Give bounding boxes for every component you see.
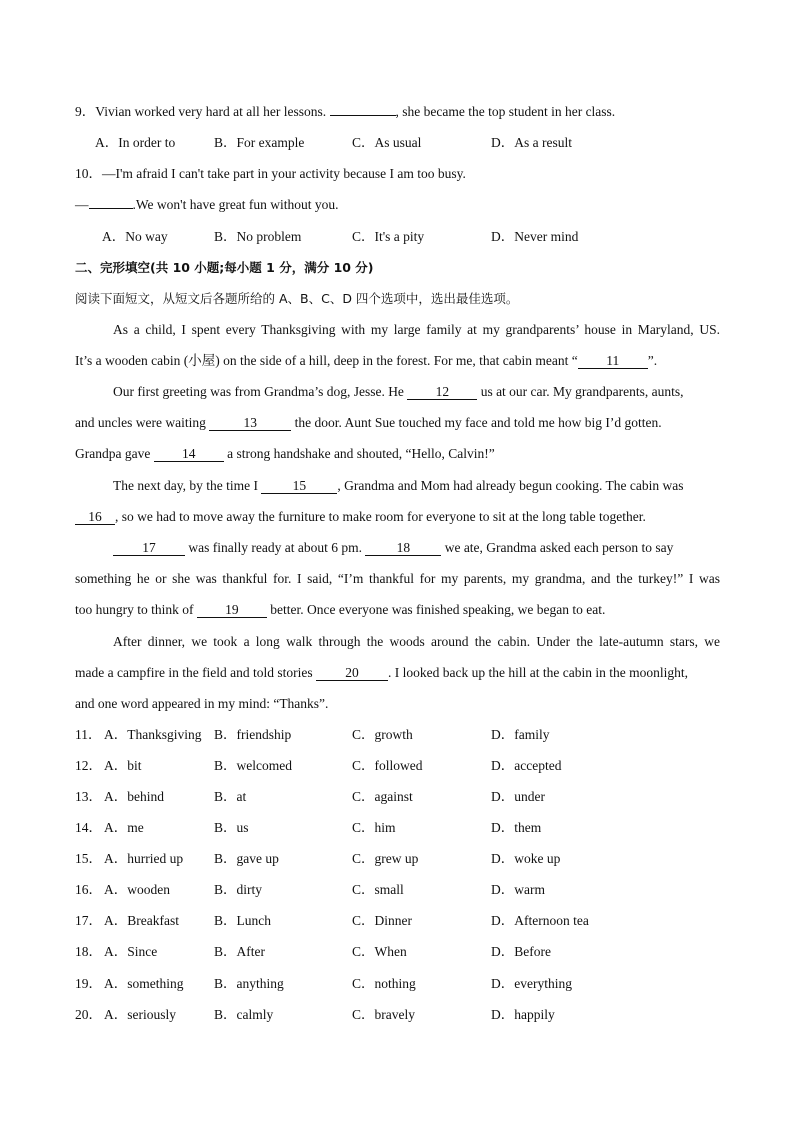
blank-20: 20 (316, 665, 388, 681)
blank-15: 15 (261, 478, 337, 494)
passage-text: too hungry to think of (75, 602, 197, 617)
passage-p3-line1 (113, 477, 720, 495)
blank-18: 18 (365, 540, 441, 556)
choice-option-c: C．grew up (352, 851, 419, 866)
passage-text: Grandpa gave (75, 446, 154, 461)
q9-blank (330, 115, 396, 116)
choice-option-d: D．everything (491, 976, 572, 991)
passage-text: Our first greeting was from Grandma’s dog, Jesse. He (113, 384, 408, 399)
choice-number: 13． (75, 789, 102, 804)
blank-16: 16 (75, 509, 115, 525)
blank-11: 11 (578, 353, 648, 369)
passage-p4-line2: something he or she was thankful for. I said, “I’m thankful for my parents, my grandma, and the turkey!” I was (75, 571, 720, 586)
q9-stem-start: 9．Vivian worked very hard at all her lessons. (75, 104, 330, 119)
choice-number: 14． (75, 820, 102, 835)
passage-text: The next day, by the time I (113, 478, 262, 493)
choice-option-b: B．Lunch (214, 913, 271, 928)
choice-option-a: A．me (104, 820, 144, 835)
choice-option-c: C．growth (352, 727, 413, 742)
choice-option-c: C．followed (352, 758, 423, 773)
choice-number: 17． (75, 913, 102, 928)
q10-reply (75, 196, 720, 214)
passage-p1-line1: As a child, I spent every Thanksgiving with my large family at my grandparents’ house in Maryland, US. (113, 322, 720, 337)
section-instruction: 阅读下面短文，从短文后各题所给的 A、B、C、D 四个选项中，选出最佳选项。 (75, 291, 519, 306)
choice-option-a: A．something (104, 976, 184, 991)
choice-option-d: D．family (491, 727, 550, 742)
passage-text: a strong handshake and shouted, “Hello, Calvin!” (223, 446, 495, 461)
passage-text: . I looked back up the hill at the cabin in the moonlight, (388, 665, 688, 680)
passage-text: better. Once everyone was finished speaking, we began to eat. (266, 602, 606, 617)
choice-option-a: A．seriously (104, 1007, 176, 1022)
choice-number: 18． (75, 944, 102, 959)
q10-reply-text: .We won't have great fun without you. (132, 197, 339, 212)
choice-option-d: D．Before (491, 944, 551, 959)
choice-option-c: C．nothing (352, 976, 416, 991)
choice-option-a: A．hurried up (104, 851, 184, 866)
choice-option-d: D．warm (491, 882, 545, 897)
choice-option-d: D．accepted (491, 758, 562, 773)
choice-option-a: A．wooden (104, 882, 170, 897)
passage-text: us at our car. My grandparents, aunts, (477, 384, 684, 399)
choice-option-b: B．us (214, 820, 249, 835)
choice-option-c: C．When (352, 944, 407, 959)
choice-option-b: B．friendship (214, 727, 292, 742)
choice-option-d: D．happily (491, 1007, 555, 1022)
section-heading: 二、完形填空(共 10 小题;每小题 1 分，满分 10 分) (75, 260, 374, 275)
choice-option-c: C．him (352, 820, 396, 835)
q10-option-d: D．Never mind (491, 229, 579, 244)
passage-p4-line1 (113, 539, 720, 557)
choice-option-a: A．bit (104, 758, 142, 773)
choice-number: 15． (75, 851, 102, 866)
choice-option-c: C．Dinner (352, 913, 412, 928)
choice-option-b: B．calmly (214, 1007, 274, 1022)
q9-stem-end: , she became the top student in her class. (395, 104, 616, 119)
blank-13: 13 (209, 415, 291, 431)
passage-p5-line3: and one word appeared in my mind: “Thanks”. (75, 696, 329, 711)
choice-option-c: C．bravely (352, 1007, 415, 1022)
choice-option-d: D．Afternoon tea (491, 913, 589, 928)
q9-option-a: A．In order to (95, 135, 176, 150)
q10-dash: — (75, 197, 89, 212)
q9-option-d: D．As a result (491, 135, 572, 150)
passage-p5-line1: After dinner, we took a long walk through the woods around the cabin. Under the late-autumn stars, we (113, 634, 720, 649)
choice-option-b: B．anything (214, 976, 284, 991)
q9-option-c: C．As usual (352, 135, 422, 150)
choice-option-a: A．Breakfast (104, 913, 179, 928)
passage-p5-line2 (75, 664, 720, 682)
passage-p4-line3 (75, 601, 720, 619)
passage-p3-line2 (75, 508, 720, 526)
choice-option-c: C．small (352, 882, 404, 897)
choice-number: 20． (75, 1007, 102, 1022)
passage-p2-line1 (113, 383, 720, 401)
passage-text: made a campfire in the field and told stories (75, 665, 317, 680)
choice-number: 19． (75, 976, 102, 991)
q10-blank (89, 208, 133, 209)
choice-number: 11． (75, 727, 102, 742)
choice-option-d: D．under (491, 789, 545, 804)
q10-option-a: A．No way (102, 229, 168, 244)
passage-text: , Grandma and Mom had already begun cooking. The cabin was (337, 478, 684, 493)
blank-19: 19 (197, 602, 267, 618)
choice-option-c: C．against (352, 789, 413, 804)
choice-option-a: A．Since (104, 944, 158, 959)
choice-option-a: A．behind (104, 789, 164, 804)
passage-text: the door. Aunt Sue touched my face and told me how big I’d gotten. (291, 415, 662, 430)
choice-option-b: B．dirty (214, 882, 263, 897)
choice-option-d: D．woke up (491, 851, 561, 866)
passage-p2-line2 (75, 414, 720, 432)
choice-number: 12． (75, 758, 102, 773)
choice-option-a: A．Thanksgiving (104, 727, 202, 742)
passage-text: ”. (647, 353, 658, 368)
choice-option-b: B．After (214, 944, 265, 959)
choice-number: 16． (75, 882, 102, 897)
passage-text: , so we had to move away the furniture to make room for everyone to sit at the long table together. (115, 509, 646, 524)
passage-text: we ate, Grandma asked each person to say (441, 540, 674, 555)
q10-option-c: C．It's a pity (352, 229, 425, 244)
q10-option-b: B．No problem (214, 229, 302, 244)
choice-option-d: D．them (491, 820, 542, 835)
blank-14: 14 (154, 446, 224, 462)
choice-option-b: B．at (214, 789, 247, 804)
passage-p1-line2 (75, 352, 720, 370)
passage-text: It’s a wooden cabin (小屋) on the side of a hill, deep in the forest. For me, that cabin meant “ (75, 353, 578, 368)
blank-12: 12 (407, 384, 477, 400)
passage-text: was finally ready at about 6 pm. (185, 540, 366, 555)
passage-text: and uncles were waiting (75, 415, 210, 430)
choice-option-b: B．gave up (214, 851, 279, 866)
blank-17: 17 (113, 540, 185, 556)
q9-option-b: B．For example (214, 135, 305, 150)
q10-stem: 10．—I'm afraid I can't take part in your activity because I am too busy. (75, 166, 466, 181)
q9-stem (75, 103, 720, 121)
passage-p2-line3 (75, 445, 720, 463)
choice-option-b: B．welcomed (214, 758, 292, 773)
